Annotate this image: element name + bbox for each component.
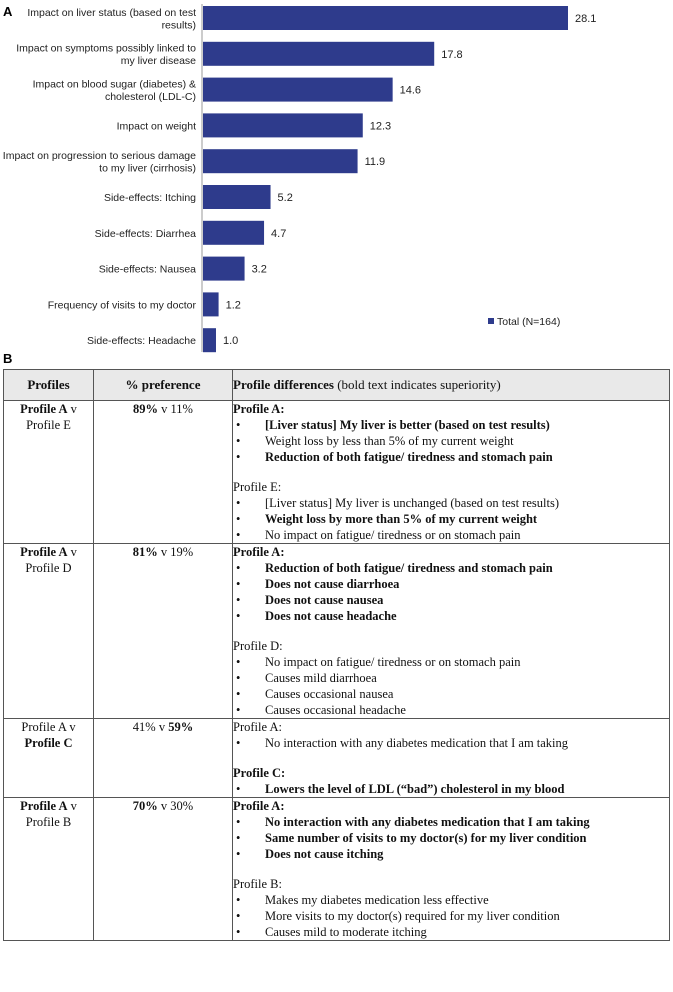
list-item: • Reduction of both fatigue/ tiredness and stomach pain	[236, 561, 553, 575]
pair-sep: v	[67, 799, 77, 813]
list-item: • Weight loss by less than 5% of my current weight	[236, 434, 514, 448]
pct-sep: v	[155, 720, 169, 734]
header-preference: % preference	[94, 370, 233, 401]
list-item: • Weight loss by more than 5% of my current weight	[236, 512, 538, 526]
profile-pair-cell	[4, 544, 94, 719]
list-item: • Causes mild to moderate itching	[236, 925, 427, 939]
bar	[203, 185, 271, 209]
category-label	[16, 43, 196, 68]
pct-first: 89%	[133, 402, 159, 416]
list-item: • Reduction of both fatigue/ tiredness and stomach pain	[236, 450, 553, 464]
bar-value-label: 5.2	[277, 192, 293, 204]
category-label-line: Impact on progression to serious damage	[2, 149, 196, 162]
pair-second: Profile B	[25, 815, 72, 829]
pct-sep: v	[158, 402, 171, 416]
list-item: • More visits to my doctor(s) required for my liver condition	[236, 909, 560, 923]
pair-first: Profile A	[20, 799, 68, 813]
profile-pair-cell	[4, 401, 94, 544]
panel-a-label: A	[3, 4, 13, 19]
pair-second: Profile D	[25, 561, 72, 575]
pair-second: Profile C	[24, 736, 73, 750]
header-differences	[233, 370, 670, 401]
pct-second: 59%	[168, 720, 194, 734]
category-label	[99, 264, 196, 276]
category-label	[33, 78, 196, 103]
list-item: • Does not cause headache	[236, 609, 397, 623]
panel-b-label: B	[3, 351, 13, 366]
pair-second: Profile E	[26, 418, 71, 432]
category-label-line: Side-effects: Nausea	[98, 263, 196, 276]
legend-swatch	[488, 318, 494, 324]
bar-value-label: 28.1	[575, 13, 597, 25]
bar-value-label: 12.3	[369, 120, 392, 133]
list-item: • Makes my diabetes medication less effective	[236, 893, 489, 907]
bar	[203, 149, 358, 173]
bar-value-label: 3.2	[251, 263, 267, 276]
pair-first: Profile A	[20, 402, 68, 416]
category-label	[95, 228, 197, 240]
block-title: Profile A:	[233, 545, 285, 559]
block-title: Profile E:	[233, 480, 282, 494]
table-header-row	[4, 370, 670, 401]
block-title: Profile D:	[233, 639, 283, 653]
differences-cell	[233, 798, 670, 941]
pct-second: 11%	[170, 402, 193, 416]
profiles-table	[3, 369, 670, 941]
pair-first: Profile A	[20, 545, 68, 559]
preference-cell	[94, 798, 233, 941]
list-item: • Does not cause itching	[236, 847, 384, 861]
category-label-line: Impact on liver status (based on test	[27, 6, 196, 19]
block-title: Profile B:	[233, 877, 282, 891]
list-item: • Does not cause nausea	[236, 593, 384, 607]
bar-value-label: 14.6	[399, 84, 422, 97]
list-item: • Causes occasional nausea	[236, 687, 394, 701]
bar-value-label: 17.8	[441, 48, 463, 61]
differences-cell	[233, 401, 670, 544]
list-item: • No impact on fatigue/ tiredness or on stomach pain	[236, 528, 521, 542]
pct-second: 19%	[170, 545, 194, 559]
category-label-line: Side-effects: Headache	[87, 335, 196, 348]
list-item: • No impact on fatigue/ tiredness or on stomach pain	[236, 655, 521, 669]
differences-cell	[233, 719, 670, 798]
pct-second: 30%	[170, 799, 194, 813]
category-label	[3, 150, 196, 175]
list-item: • Lowers the level of LDL (“bad”) cholesterol in my blood	[236, 782, 565, 796]
category-label-line: cholesterol (LDL-C)	[104, 90, 196, 103]
category-label-line: Impact on blood sugar (diabetes) &	[32, 78, 196, 91]
bar	[203, 6, 568, 30]
category-label-line: my liver disease	[120, 55, 196, 68]
category-label-line: Frequency of visits to my doctor	[47, 299, 196, 312]
table-row	[4, 401, 670, 544]
list-item: • Causes occasional headache	[236, 703, 406, 717]
block-title: Profile A:	[233, 720, 282, 734]
pct-sep: v	[157, 545, 171, 559]
differences-cell	[233, 544, 670, 719]
bar-value-label: 1.0	[222, 335, 239, 348]
bar	[203, 292, 219, 316]
bar-value-label: 11.9	[364, 156, 386, 169]
bar	[203, 113, 363, 137]
block-title: Profile C:	[233, 766, 286, 780]
bar	[203, 257, 245, 281]
header-profiles: Profiles	[4, 370, 94, 401]
preference-cell	[94, 544, 233, 719]
block-title: Profile A:	[233, 402, 285, 416]
list-item: • Does not cause diarrhoea	[236, 577, 400, 591]
category-label-line: Impact on symptoms possibly linked to	[16, 42, 196, 55]
header-differences-note: (bold text indicates superiority)	[333, 377, 501, 392]
table-row	[4, 719, 670, 798]
list-item: • [Liver status] My liver is unchanged (based on test results)	[236, 496, 560, 510]
table-row	[4, 798, 670, 941]
bar-value-label: 1.2	[225, 299, 241, 312]
category-label	[87, 335, 196, 347]
pair-first: Profile A	[21, 720, 67, 734]
category-label	[27, 7, 196, 32]
list-item: • No interaction with any diabetes medication that I am taking	[236, 736, 569, 750]
pct-first: 81%	[132, 545, 158, 559]
bar	[203, 221, 264, 245]
category-label	[48, 299, 197, 311]
header-differences-bold: Profile differences	[233, 377, 334, 392]
category-label-line: Side-effects: Itching	[103, 192, 196, 204]
list-item: • Same number of visits to my doctor(s) for my liver condition	[236, 831, 587, 845]
legend-label: Total (N=164)	[497, 316, 561, 328]
category-label	[117, 120, 196, 132]
bar	[203, 78, 393, 102]
category-label-line: results)	[161, 19, 196, 32]
pct-sep: v	[157, 799, 171, 813]
bar-chart	[0, 0, 673, 360]
pair-sep: v	[67, 545, 77, 559]
list-item: • [Liver status] My liver is better (based on test results)	[236, 418, 550, 432]
list-item: • No interaction with any diabetes medication that I am taking	[236, 815, 590, 829]
preference-cell	[94, 401, 233, 544]
bar	[203, 328, 216, 352]
list-item: • Causes mild diarrhoea	[236, 671, 377, 685]
category-label-line: Impact on weight	[116, 120, 196, 133]
category-label	[104, 192, 196, 204]
pct-first: 70%	[132, 799, 158, 813]
category-label-line: Side-effects: Diarrhea	[94, 227, 196, 240]
preference-cell	[94, 719, 233, 798]
pair-sep: v	[66, 720, 76, 734]
bar	[203, 42, 434, 66]
profile-pair-cell	[4, 798, 94, 941]
table-row	[4, 544, 670, 719]
pct-first: 41%	[132, 720, 156, 734]
profile-pair-cell	[4, 719, 94, 798]
category-label-line: to my liver (cirrhosis)	[99, 162, 196, 175]
pair-sep: v	[67, 402, 77, 416]
block-title: Profile A:	[233, 799, 285, 813]
bar-value-label: 4.7	[271, 227, 287, 240]
